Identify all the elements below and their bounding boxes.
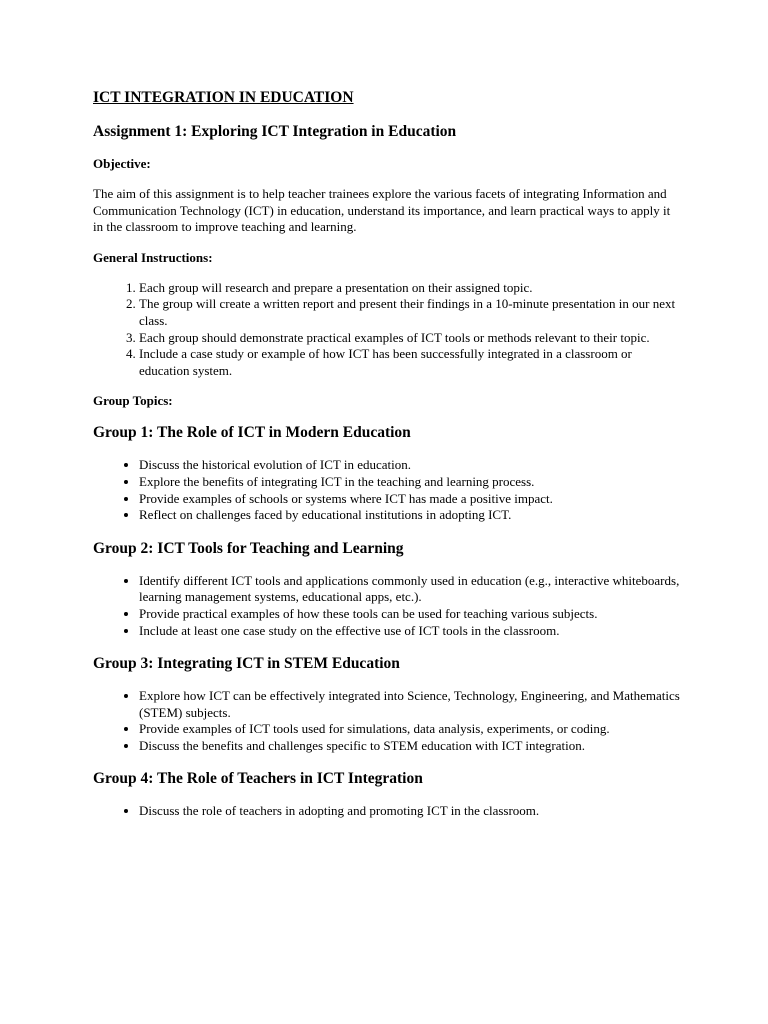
group-2-heading: Group 2: ICT Tools for Teaching and Learning	[93, 539, 404, 557]
list-item: • Explore how ICT can be effectively integrated into Science, Technology, Engineering, and Mathematics (STEM) subjects.	[139, 688, 683, 721]
list-item: • Discuss the historical evolution of ICT in education.	[139, 457, 683, 474]
group-1-list	[93, 457, 683, 523]
instructions-list	[93, 280, 683, 380]
list-item: • Provide practical examples of how these tools can be used for teaching various subjects.	[139, 606, 683, 623]
objective-text: The aim of this assignment is to help teacher trainees explore the various facets of integrating Information and Communication Technology (ICT) in education, understand its importance, and learn practical ways to apply it in the classroom to improve teaching and learning.	[93, 186, 671, 235]
instructions-heading: General Instructions:	[93, 249, 213, 265]
list-item: • Include at least one case study on the effective use of ICT tools in the classroom.	[139, 623, 683, 640]
instruction-item: 3. Each group should demonstrate practical examples of ICT tools or methods relevant to their topic.	[139, 330, 683, 347]
list-item: • Provide examples of schools or systems where ICT has made a positive impact.	[139, 491, 683, 508]
list-item: • Discuss the role of teachers in adopting and promoting ICT in the classroom.	[139, 803, 683, 820]
group-1-heading: Group 1: The Role of ICT in Modern Education	[93, 424, 411, 442]
group-2-list	[93, 573, 683, 639]
assignment-heading: Assignment 1: Exploring ICT Integration in Education	[93, 123, 457, 140]
list-item: • Identify different ICT tools and applications commonly used in education (e.g., interactive whiteboards, learning management systems, educational apps, etc.).	[139, 573, 683, 606]
instruction-item: 4. Include a case study or example of how ICT has been successfully integrated in a classroom or education system.	[139, 346, 683, 379]
instruction-item: 1. Each group will research and prepare a presentation on their assigned topic.	[139, 280, 683, 297]
group-3-list	[93, 688, 683, 754]
group-4-list	[93, 803, 683, 820]
group-3-heading: Group 3: Integrating ICT in STEM Education	[93, 655, 400, 673]
group-4-heading: Group 4: The Role of Teachers in ICT Integration	[93, 770, 423, 788]
instruction-item: 2. The group will create a written report and present their findings in a 10-minute presentation in our next class.	[139, 296, 683, 329]
list-item: • Provide examples of ICT tools used for simulations, data analysis, experiments, or coding.	[139, 721, 683, 738]
list-item: • Explore the benefits of integrating ICT in the teaching and learning process.	[139, 474, 683, 491]
group-topics-heading: Group Topics:	[93, 393, 173, 409]
document-title: ICT INTEGRATION IN EDUCATION	[93, 89, 354, 106]
document-page	[93, 88, 683, 820]
list-item: • Discuss the benefits and challenges specific to STEM education with ICT integration.	[139, 738, 683, 755]
list-item: • Reflect on challenges faced by educational institutions in adopting ICT.	[139, 507, 683, 524]
objective-heading: Objective:	[93, 156, 151, 171]
